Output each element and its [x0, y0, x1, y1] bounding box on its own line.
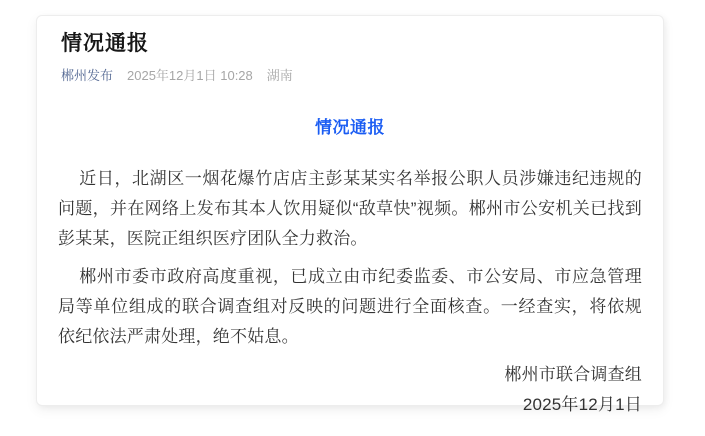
publish-location: 湖南 [266, 68, 293, 83]
meta-row [61, 67, 639, 85]
publisher-link[interactable]: 郴州发布 [61, 68, 114, 83]
card-header [37, 16, 663, 85]
article-heading: 情况通报 [315, 118, 385, 137]
card-title: 情况通报 [61, 32, 149, 55]
article-body [58, 164, 642, 352]
signature-date: 2025年12月1日 [522, 395, 642, 414]
article-card [36, 15, 664, 414]
signature-block [58, 360, 642, 420]
publish-datetime: 2025年12月1日 10:28 [127, 68, 253, 83]
signature-name: 郴州市联合调查组 [504, 365, 642, 384]
article-paragraph: 郴州市委市政府高度重视，已成立由市纪委监委、市公安局、市应急管理局等单位组成的联合调查组对反映的问题进行全面核查。一经查实，将依规依纪依法严肃处理，绝不姑息。 [58, 267, 642, 346]
article-paragraph: 近日，北湖区一烟花爆竹店店主彭某某实名举报公职人员涉嫌违纪违规的问题，并在网络上发布其本人饮用疑似“敌草快”视频。郴州市公安机关已找到彭某某，医院正组织医疗团队全力救治。 [58, 169, 642, 248]
article-content [37, 118, 663, 420]
